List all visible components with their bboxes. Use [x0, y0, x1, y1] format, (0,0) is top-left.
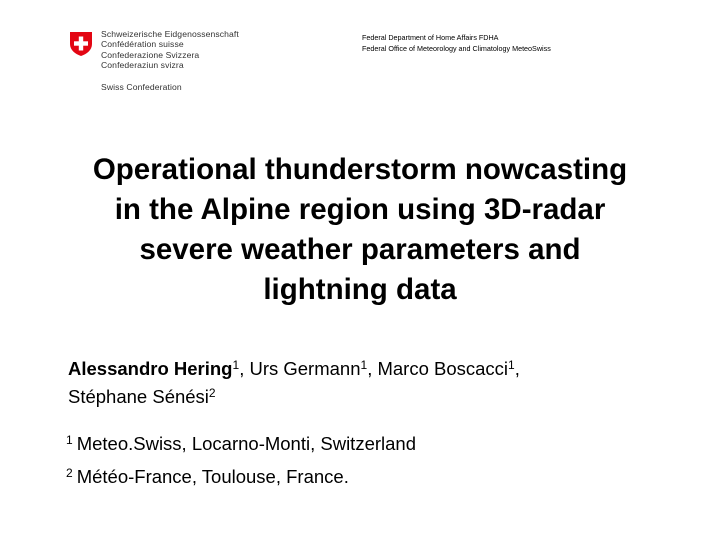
author-second: Urs Germann$^1$ — [249, 358, 368, 379]
author-fourth: Stéphane Sénési$^2$ — [68, 386, 216, 407]
title-line: in the Alpine region using 3D-radar — [114, 193, 606, 226]
confederation-line-fr: Confédération suisse — [101, 39, 184, 50]
confederation-names — [101, 29, 239, 71]
affiliation-item: $^2$ Météo-France, Toulouse, France. — [66, 466, 349, 487]
affiliation-list — [66, 427, 416, 493]
office-name: Federal Office of Meteorology and Climatology MeteoSwiss — [362, 44, 551, 53]
confederation-line-de: Schweizerische Eidgenossenschaft — [101, 29, 239, 39]
swiss-cross-icon — [68, 31, 94, 57]
title-line: severe weather parameters and — [139, 233, 581, 266]
author-list: Alessandro Hering$^1$, Urs Germann$^1$, Marco Boscacci$^1$, Stéphane Sénési$^2$ — [68, 358, 520, 407]
author-third: Marco Boscacci$^1$ — [377, 358, 515, 379]
confederation-line-it: Confederazione Svizzera — [101, 49, 200, 60]
title-line: lightning data — [263, 273, 457, 306]
author-lead: Alessandro Hering$^1$ — [68, 358, 240, 379]
presentation-title — [40, 150, 680, 310]
department-block — [362, 32, 551, 54]
department-name: Federal Department of Home Affairs FDHA — [362, 33, 499, 42]
affiliation-item: $^1$ Meteo.Swiss, Locarno-Monti, Switzerland — [66, 433, 416, 454]
title-line: Operational thunderstorm nowcasting — [92, 153, 628, 186]
confederation-line-rm: Confederaziun svizra — [101, 60, 184, 71]
swiss-confederation-label: Swiss Confederation — [101, 82, 182, 92]
